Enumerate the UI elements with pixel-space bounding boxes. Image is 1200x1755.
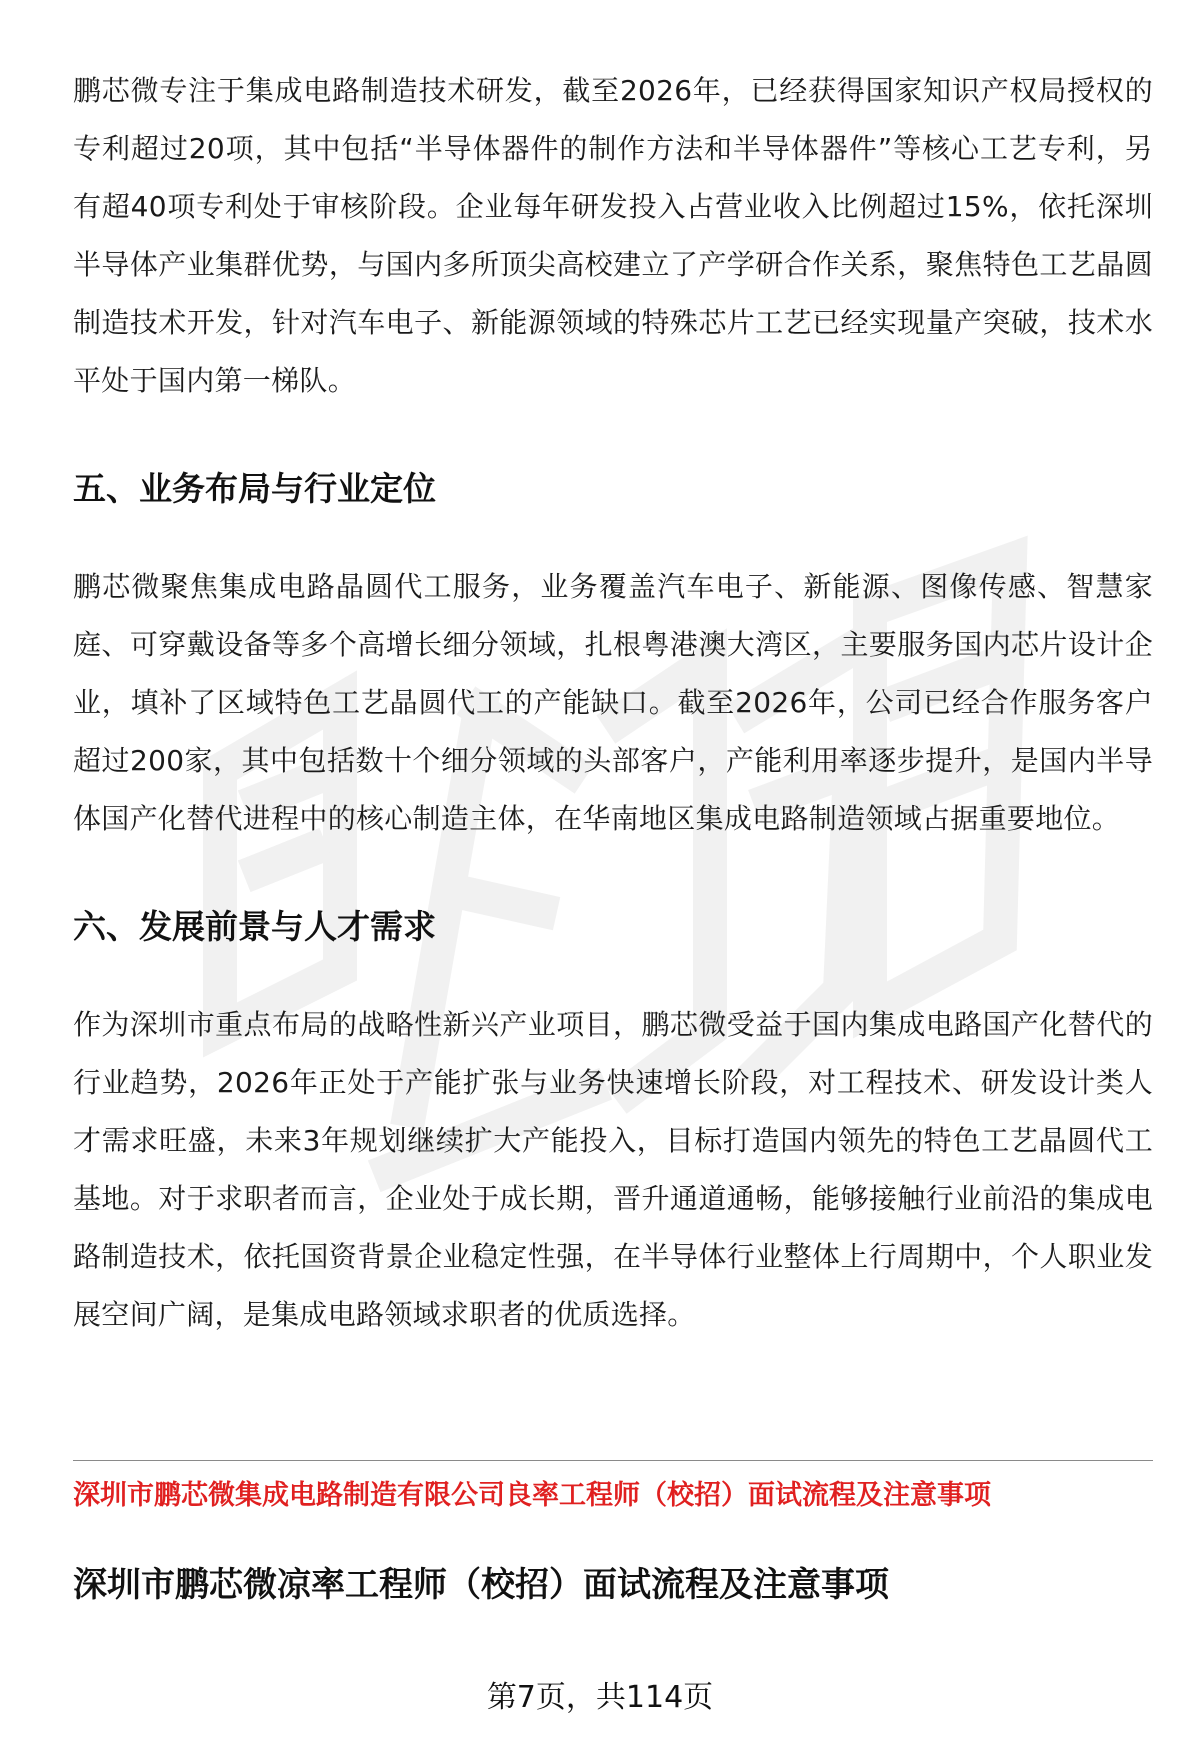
paragraph-business: 鹏芯微聚焦集成电路晶圆代工服务，业务覆盖汽车电子、新能源、图像传感、智慧家庭、可穿戴设备等多个高增长细分领域，扎根粤港澳大湾区，主要服务国内芯片设计企业，填补了区域特色工艺晶圆代工的产能缺口。截至2026年，公司已经合作服务客户超过200家，其中包括数十个细分领域的头部客户，产能利用率逐步提升，是国内半导体国产化替代进程中的核心制造主体，在华南地区集成电路制造领域占据重要地位。: [73, 570, 1153, 835]
paragraph-prospects: 作为深圳市重点布局的战略性新兴产业项目，鹏芯微受益于国内集成电路国产化替代的行业趋势，2026年正处于产能扩张与业务快速增长阶段，对工程技术、研发设计类人才需求旺盛，未来3年规划继续扩大产能投入，目标打造国内领先的特色工艺晶圆代工基地。对于求职者而言，企业处于成长期，晋升通道通畅，能够接触行业前沿的集成电路制造技术，依托国资背景企业稳定性强，在半导体行业整体上行周期中，个人职业发展空间广阔，是集成电路领域求职者的优质选择。: [73, 1008, 1153, 1331]
interview-section-title: 深圳市鹏芯微凉率工程师（校招）面试流程及注意事项: [73, 1565, 889, 1605]
section-divider: [73, 1460, 1153, 1461]
related-article-link[interactable]: 深圳市鹏芯微集成电路制造有限公司良率工程师（校招）面试流程及注意事项: [73, 1480, 991, 1511]
document-body: [73, 62, 1153, 1344]
section-heading-prospects: 六、发展前景与人才需求: [73, 907, 436, 946]
page-number: 第7页，共114页: [486, 1680, 714, 1715]
paragraph-technology: 鹏芯微专注于集成电路制造技术研发，截至2026年，已经获得国家知识产权局授权的专利超过20项，其中包括“半导体器件的制作方法和半导体器件”等核心工艺专利，另有超40项专利处于审核阶段。企业每年研发投入占营业收入比例超过15%，依托深圳半导体产业集群优势，与国内多所顶尖高校建立了产学研合作关系，聚焦特色工艺晶圆制造技术开发，针对汽车电子、新能源领域的特殊芯片工艺已经实现量产突破，技术水平处于国内第一梯队。: [73, 74, 1153, 397]
section-heading-business: 五、业务布局与行业定位: [73, 469, 436, 508]
